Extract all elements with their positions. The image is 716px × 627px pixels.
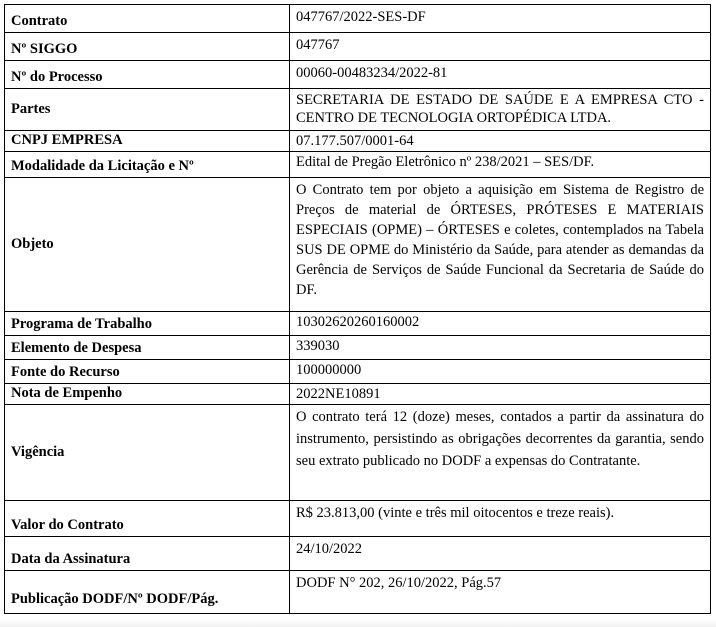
row-label: Publicação DODF/Nº DODF/Pág. — [5, 571, 290, 614]
contract-summary-table — [4, 4, 711, 614]
row-value: 00060-00483234/2022-81 — [290, 61, 711, 89]
table-row — [5, 178, 711, 312]
row-value: 339030 — [290, 336, 711, 360]
table-row — [5, 33, 711, 61]
row-value: O Contrato tem por objeto a aquisição em Sistema de Registro de Preços de material de ÓRTESES, PRÓTESES E MATERIAIS ESPECIAIS (OPME) – ÓRTESES e coletes, contemplados na Tabela SUS DE OPME do Ministério da Saúde, para atender as demandas da Gerência de Serviços de Saúde Funcional da Secretaria de Saúde do DF. — [290, 178, 711, 312]
row-value: 24/10/2022 — [290, 537, 711, 571]
page-bottom-shadow — [0, 619, 716, 627]
row-value: 07.177.507/0001-64 — [290, 131, 711, 152]
table-row — [5, 384, 711, 405]
table-row — [5, 571, 711, 614]
row-label: Valor do Contrato — [5, 501, 290, 537]
row-label: Nota de Empenho — [5, 384, 290, 405]
row-label: Nº do Processo — [5, 61, 290, 89]
row-label: Contrato — [5, 5, 290, 33]
row-label: Partes — [5, 89, 290, 131]
table-row — [5, 336, 711, 360]
row-value: 2022NE10891 — [290, 384, 711, 405]
row-value: 047767/2022-SES-DF — [290, 5, 711, 33]
table-row — [5, 405, 711, 501]
row-label: Programa de Trabalho — [5, 312, 290, 336]
row-label: Fonte do Recurso — [5, 360, 290, 384]
row-label: Modalidade da Licitação e Nº — [5, 152, 290, 178]
row-value: DODF N° 202, 26/10/2022, Pág.57 — [290, 571, 711, 614]
row-label: Nº SIGGO — [5, 33, 290, 61]
table-row — [5, 61, 711, 89]
row-value: Edital de Pregão Eletrônico nº 238/2021 – SES/DF. — [290, 152, 711, 178]
row-label: Data da Assinatura — [5, 537, 290, 571]
table-row — [5, 312, 711, 336]
row-label: CNPJ EMPRESA — [5, 131, 290, 152]
table-row — [5, 501, 711, 537]
row-label: Vigência — [5, 405, 290, 501]
row-value: 10302620260160002 — [290, 312, 711, 336]
row-label: Elemento de Despesa — [5, 336, 290, 360]
row-value: SECRETARIA DE ESTADO DE SAÚDE E A EMPRESA CTO - CENTRO DE TECNOLOGIA ORTOPÉDICA LTDA. — [290, 89, 711, 131]
row-value: 047767 — [290, 33, 711, 61]
table-row — [5, 360, 711, 384]
table-row — [5, 152, 711, 178]
table-row — [5, 537, 711, 571]
row-value: O contrato terá 12 (doze) meses, contados a partir da assinatura do instrumento, persistindo as obrigações decorrentes da garantia, sendo seu extrato publicado no DODF a expensas do Contratante. — [290, 405, 711, 501]
row-label: Objeto — [5, 178, 290, 312]
row-value: 100000000 — [290, 360, 711, 384]
row-value: R$ 23.813,00 (vinte e três mil oitocentos e treze reais). — [290, 501, 711, 537]
table-row — [5, 131, 711, 152]
table-row — [5, 5, 711, 33]
table-row — [5, 89, 711, 131]
